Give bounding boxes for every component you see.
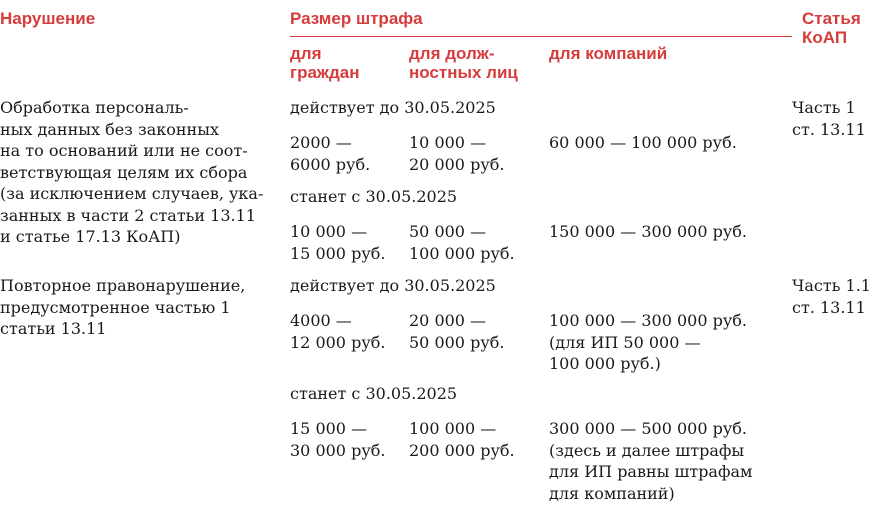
header-companies: для компаний	[549, 44, 668, 63]
row1-new-citizens: 10 000 — 15 000 руб.	[290, 222, 386, 263]
row1-violation: Обработка персональ- ных данных без законных на то оснований или не соот- ветствующая целям их сбора (за исключением случаев, ука- занных в части 2 статьи 13.11 и статье 17.13 КоАП)	[0, 98, 264, 246]
row2-violation: Повторное правонарушение, предусмотренное частью 1 статьи 13.11	[0, 276, 246, 338]
row2-new-citizens: 15 000 — 30 000 руб.	[290, 419, 386, 460]
row2-new-companies: 300 000 — 500 000 руб. (здесь и далее штрафы для ИП равны штрафам для компаний)	[549, 419, 753, 503]
row1-current-label: действует до 30.05.2025	[290, 98, 496, 117]
row1-current-officials: 10 000 — 20 000 руб.	[409, 133, 505, 174]
row1-current-companies: 60 000 — 100 000 руб.	[549, 133, 737, 152]
row1-current-citizens: 2000 — 6000 руб.	[290, 133, 371, 174]
header-divider	[290, 36, 792, 37]
header-article: Статья КоАП	[802, 9, 861, 47]
row2-new-officials: 100 000 — 200 000 руб.	[409, 419, 515, 460]
row2-current-label: действует до 30.05.2025	[290, 276, 496, 295]
header-violation: Нарушение	[0, 9, 96, 28]
header-fine-size: Размер штрафа	[290, 9, 423, 28]
row2-current-citizens: 4000 — 12 000 руб.	[290, 311, 386, 352]
row2-new-label: станет с 30.05.2025	[290, 384, 458, 403]
header-citizens: для граждан	[290, 44, 360, 82]
row1-new-companies: 150 000 — 300 000 руб.	[549, 222, 747, 241]
row1-new-officials: 50 000 — 100 000 руб.	[409, 222, 515, 263]
row2-article: Часть 1.1 ст. 13.11	[792, 276, 871, 317]
row1-new-label: станет с 30.05.2025	[290, 187, 458, 206]
row1-article: Часть 1 ст. 13.11	[792, 98, 866, 139]
row2-current-companies: 100 000 — 300 000 руб. (для ИП 50 000 — 100 000 руб.)	[549, 311, 747, 373]
row2-current-officials: 20 000 — 50 000 руб.	[409, 311, 505, 352]
header-officials: для долж- ностных лиц	[409, 44, 518, 82]
